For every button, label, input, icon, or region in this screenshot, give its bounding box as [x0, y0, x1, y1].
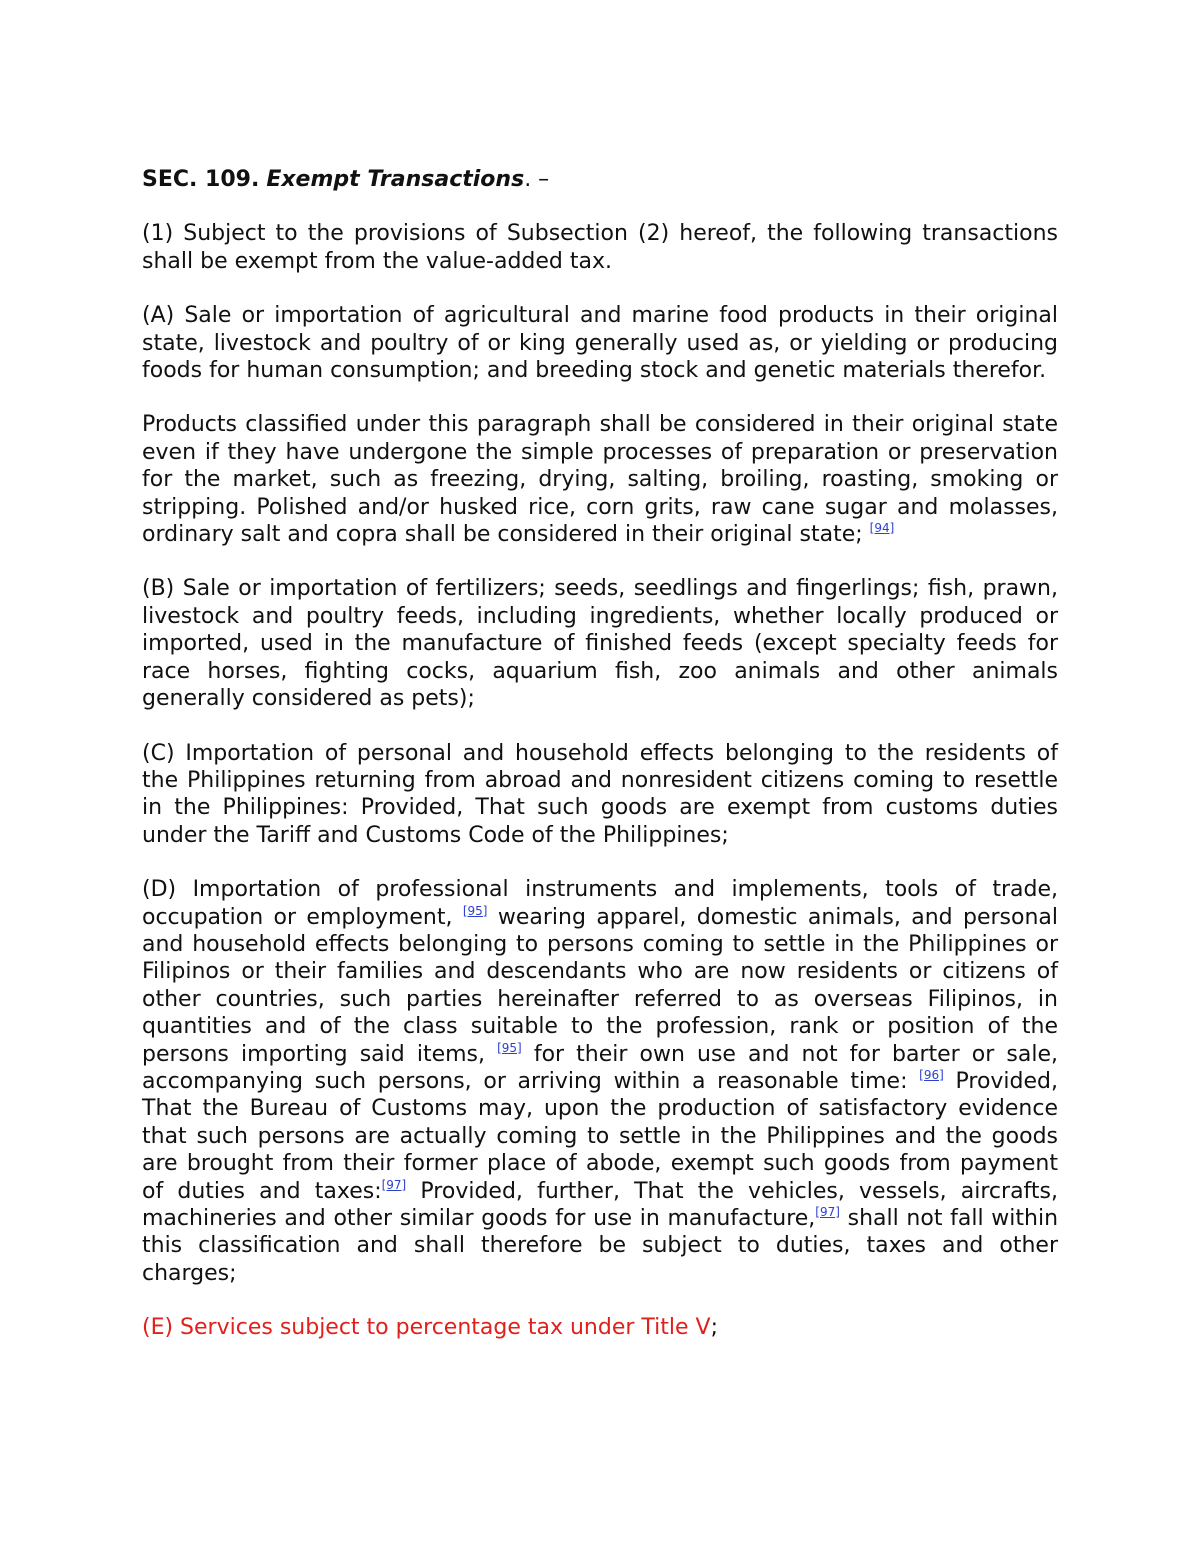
item-d-text-5: Provided, further, That the vehicles, vessels, aircrafts, machineries and other similar goods for use in manufacture,	[142, 1178, 1058, 1231]
item-d-text-2: wearing apparel, domestic animals, and personal and household effects belonging to persons coming to settle in the Philippines or Filipinos or their families and descendants who are now residents or citizens of other countries, such parties hereinafter referred to as overseas Filipinos, in quantities and of the class suitable to the profession, rank or position of the persons importing said items,	[142, 904, 1058, 1067]
section-number: SEC. 109.	[142, 167, 260, 192]
paragraph-item-b: (B) Sale or importation of fertilizers; seeds, seedlings and fingerlings; fish, prawn, livestock and poultry feeds, including ingredients, whether locally produced or imported, used in the manufacture of finished feeds (except specialty feeds for race horses, fighting cocks, aquarium fish, zoo animals and other animals generally considered as pets);	[142, 576, 1058, 712]
paragraph-products-classified	[142, 411, 1058, 548]
item-e-highlighted-text: (E) Services subject to percentage tax under Title V	[142, 1315, 711, 1341]
paragraph-item-c: (C) Importation of personal and household effects belonging to the residents of the Philippines returning from abroad and nonresident citizens coming to resettle in the Philippines: Provided, That such goods are exempt from customs duties under the Tariff and Customs Code of the Philippines;	[142, 740, 1058, 848]
item-e-suffix: ;	[710, 1315, 719, 1341]
paragraph-item-d	[142, 876, 1058, 1287]
footnote-95-second	[497, 1041, 522, 1055]
footnote-96	[919, 1068, 944, 1082]
paragraph-subsection-1: (1) Subject to the provisions of Subsection (2) hereof, the following transactions shall be exempt from the value-added tax.	[142, 221, 1058, 274]
section-heading-suffix: . –	[524, 167, 550, 192]
footnote-link-97-first[interactable]: [97]	[381, 1177, 407, 1192]
footnote-link-95-first[interactable]: [95]	[462, 903, 488, 918]
products-text: Products classified under this paragraph shall be considered in their original state even if they have undergone the simple processes of preparation or preservation for the market, such as freezing, drying, salting, broiling, roasting, smoking or stripping. Polished and/or husked rice, corn grits, raw cane sugar and molasses, ordinary salt and copra shall be considered in their original state;	[142, 412, 1058, 548]
footnote-95-first	[463, 904, 488, 918]
footnote-link-94[interactable]: [94]	[869, 521, 895, 536]
footnote-97-second	[815, 1205, 840, 1219]
paragraph-item-e	[142, 1314, 1058, 1341]
footnote-link-95-second[interactable]: [95]	[497, 1040, 522, 1055]
footnote-link-96[interactable]: [96]	[919, 1067, 944, 1082]
item-d-text-6: shall not fall within this classification and shall therefore be subject to duties, taxes and other charges;	[142, 1206, 1059, 1286]
footnote-link-97-second[interactable]: [97]	[815, 1205, 840, 1219]
section-title: Exempt Transactions	[266, 167, 525, 192]
item-d-text-3: for their own use and not for barter or sale, accompanying such persons, or arriving within a reasonable time:	[142, 1041, 1058, 1094]
footnote-94	[870, 521, 895, 535]
paragraph-item-a: (A) Sale or importation of agricultural and marine food products in their original state, livestock and poultry of or king generally used as, or yielding or producing foods for human consumption; and breeding stock and genetic materials therefor.	[142, 303, 1058, 384]
item-d-text-4: Provided, That the Bureau of Customs may, upon the production of satisfactory evidence that such persons are actually coming to settle in the Philippines and the goods are brought from their former place of abode, exempt such goods from payment of duties and taxes:	[142, 1068, 1058, 1204]
item-d-text-1: (D) Importation of professional instruments and implements, tools of trade, occupation or employment,	[142, 877, 1058, 930]
document-page	[142, 166, 1058, 1369]
footnote-97-first	[382, 1178, 407, 1192]
section-heading	[142, 166, 1058, 193]
